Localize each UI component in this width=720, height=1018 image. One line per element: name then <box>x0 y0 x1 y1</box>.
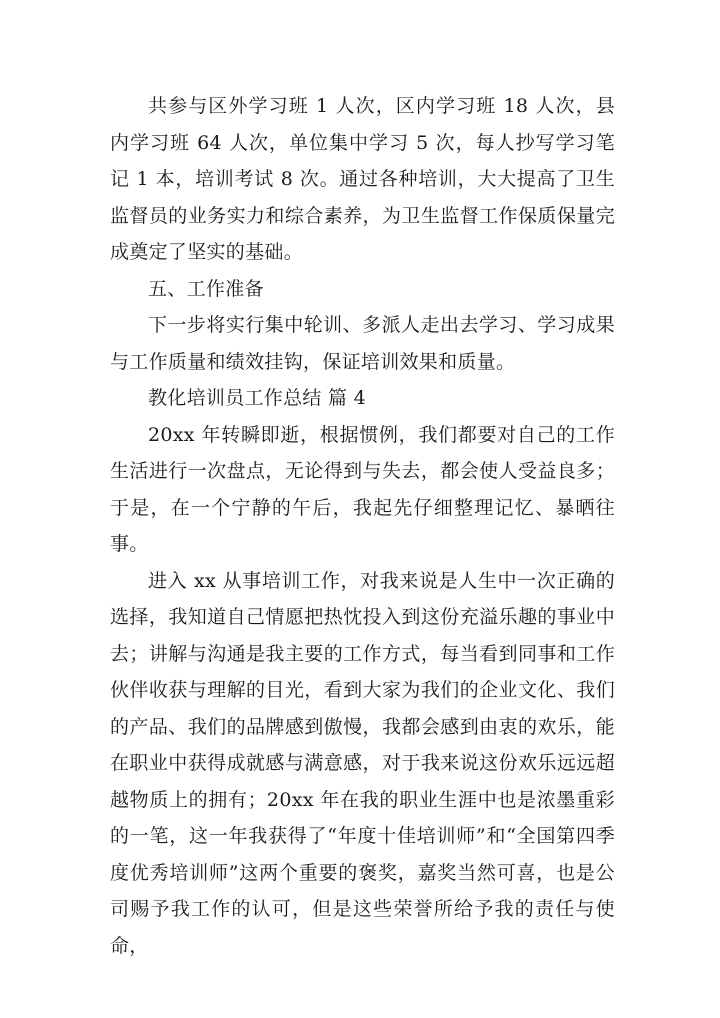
paragraph-next-steps: 下一步将实行集中轮训、多派人走出去学习、学习成果与工作质量和绩效挂钩，保证培训效果和质量。 <box>110 314 615 373</box>
paragraph-year-review: 20xx 年转瞬即逝，根据惯例，我们都要对自己的工作生活进行一次盘点，无论得到与失去，都会使人受益良多；于是，在一个宁静的午后，我起先仔细整理记忆、暴晒往事。 <box>110 423 615 555</box>
paragraph-training-stats: 共参与区外学习班 1 人次，区内学习班 18 人次，县内学习班 64 人次，单位集中学习 5 次，每人抄写学习笔记 1 本，培训考试 8 次。通过各种培训，大大提高了卫生监督员的业务实力和综合素养，为卫生监督工作保质保量完成奠定了坚实的基础。 <box>110 95 615 263</box>
section-heading-work-preparation: 五、工作准备 <box>148 277 264 300</box>
paragraph-career-reflection: 进入 xx 从事培训工作，对我来说是人生中一次正确的选择，我知道自己情愿把热忱投入到这份充溢乐趣的事业中去；讲解与沟通是我主要的工作方式，每当看到同事和工作伙伴收获与理解的目光，看到大家为我们的企业文化、我们的产品、我们的品牌感到傲慢，我都会感到由衷的欢乐，能在职业中获得成就感与满意感，对于我来说这份欢乐远远超越物质上的拥有；20xx 年在我的职业生涯中也是浓墨重彩的一笔，这一年我获得了“年度十佳培训师”和“全国第四季度优秀培训师”这两个重要的褒奖，嘉奖当然可喜，也是公司赐予我工作的认可，但是这些荣誉所给予我的责任与使命， <box>110 569 615 957</box>
document-body <box>110 88 615 964</box>
article-title-part-4: 教化培训员工作总结 篇 4 <box>148 387 367 409</box>
